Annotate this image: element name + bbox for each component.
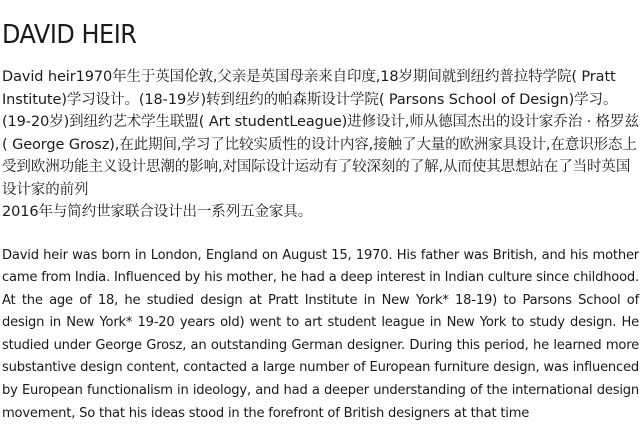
chinese-biography <box>2 66 639 224</box>
designer-name-heading: DAVID HEIR <box>2 20 137 50</box>
english-biography-paragraph: David heir was born in London, England on August 15, 1970. His father was British, and his mother came from India. Influenced by his mother, he had a deep interest in Indian culture since childhood. At the age of 18, he studied design at Pratt Institute in New York* 18-19) to Parsons School of design in New York* 19-20 years old) went to art student league in New York to study design. He studied under George Grosz, an outstanding German designer. During this period, he learned more substantive design content, contacted a large number of European furniture design, was influenced by European functionalism in ideology, and had a deeper understanding of the international design movement, So that his ideas stood in the forefront of British designers at that time <box>2 247 639 421</box>
chinese-collaboration-line: 2016年与简约世家联合设计出一系列五金家具。 <box>2 204 313 220</box>
chinese-biography-paragraph: David heir1970年生于英国伦敦,父亲是英国母亲来自印度,18岁期间就到纽约普拉特学院( Pratt Institute)学习设计。(18-19岁)转到纽约的帕森斯设计学院( Parsons School of Design)学习。(19-20岁)到纽约艺术学生联盟( Art studentLeague)进修设计,师从德国杰出的设计家乔治 · 格罗兹( George Grosz),在此期间,学习了比较实质性的设计内容,接触了大量的欧洲家具设计,在意识形态上受到欧洲功能主义设计思潮的影响,对国际设计运动有了较深刻的了解,从而使其思想站在了当时英国设计家的前列 <box>2 69 639 198</box>
